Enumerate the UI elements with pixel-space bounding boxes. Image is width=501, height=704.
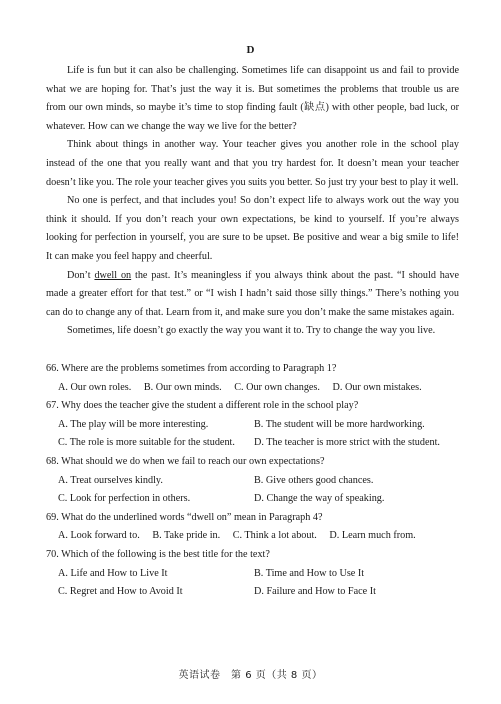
option-d[interactable]: D. Learn much from. [329, 530, 416, 542]
option-c[interactable]: C. The role is more suitable for the student. [58, 437, 235, 449]
option-c[interactable]: C. Regret and How to Avoid It [58, 586, 183, 598]
option-row [46, 527, 466, 546]
question-list [46, 360, 466, 602]
question-70 [46, 546, 466, 602]
option-b[interactable]: B. Give others good chances. [254, 474, 374, 486]
option-d[interactable]: D. Our own mistakes. [332, 381, 422, 393]
question-68 [46, 453, 466, 509]
option-c[interactable]: C. Think a lot about. [232, 530, 317, 542]
underlined-phrase: dwell on [94, 269, 132, 281]
page-footer: 英语试卷 第 6 页（共 8 页） [178, 670, 323, 681]
paragraph-2: Think about things in another way. Your teacher gives you another role in the school play instead of the one that you really want and that you try hardest for. It doesn’t mean your teacher doesn’t like you. The role your teacher gives you suits you better. So just try your best to play it well. [46, 139, 459, 188]
option-b[interactable]: B. Time and How to Use It [254, 567, 365, 579]
question-66 [46, 360, 466, 397]
question-67 [46, 397, 466, 453]
question-69 [46, 509, 466, 546]
option-grid [46, 416, 466, 453]
paragraph-5: Sometimes, life doesn’t go exactly the way you want it to. Try to change the way you live. [67, 325, 436, 337]
option-d[interactable]: D. Change the way of speaking. [254, 493, 385, 505]
section-heading: D [246, 44, 255, 56]
question-stem: 68. What should we do when we fail to reach our own expectations? [46, 455, 325, 467]
question-stem: 70. Which of the following is the best title for the text? [46, 548, 270, 560]
option-b[interactable]: B. Take pride in. [152, 530, 221, 542]
paragraph-4-start: Don’t [67, 269, 95, 281]
option-grid [46, 565, 466, 602]
option-b[interactable]: B. Our own minds. [143, 381, 222, 393]
paragraph-4-rest: the past. It’s meaningless if you always think about the past. “I should have made a greater effort for that test.” or “I wish I hadn’t said those silly things.” There’s nothing you can do to change any of that. Learn from it, and make sure you don’t make the same mistakes again. [46, 269, 459, 318]
option-row [46, 379, 466, 398]
option-a[interactable]: A. The play will be more interesting. [58, 418, 209, 430]
paragraph-3: No one is perfect, and that includes you! So don’t expect life to always work out the way you think it should. If you don’t reach your own expectations, be kind to yourself. If you’re always looking for perfection in yourself, you are sure to be upset. Be positive and wear a big smile to life! It can make you feel happy and cheerful. [46, 195, 459, 262]
reading-passage [46, 62, 459, 341]
option-a[interactable]: A. Our own roles. [58, 381, 132, 393]
question-stem: 69. What do the underlined words “dwell on” mean in Paragraph 4? [46, 511, 323, 523]
question-stem: 66. Where are the problems sometimes from according to Paragraph 1? [46, 363, 337, 374]
question-stem: 67. Why does the teacher give the student a different role in the school play? [46, 400, 359, 412]
paragraph-1: Life is fun but it can also be challenging. Sometimes life can disappoint us and fail to provide what we are hoping for. That’s just the way it is. But sometimes the problems that trouble us are from our own minds, so maybe it’s time to stop finding fault (缺点) with other people, bad luck, or whatever. How can we change the way we live for the better? [46, 65, 459, 132]
option-b[interactable]: B. The student will be more hardworking. [254, 418, 425, 430]
option-d[interactable]: D. Failure and How to Face It [254, 586, 376, 598]
option-a[interactable]: A. Treat ourselves kindly. [58, 474, 163, 486]
option-grid [46, 472, 466, 509]
option-a[interactable]: A. Life and How to Live It [58, 567, 168, 579]
option-a[interactable]: A. Look forward to. [58, 530, 140, 542]
option-d[interactable]: D. The teacher is more strict with the student. [254, 437, 440, 449]
paragraph-4 [46, 267, 459, 323]
option-c[interactable]: C. Look for perfection in others. [58, 493, 191, 505]
option-c[interactable]: C. Our own changes. [234, 381, 320, 393]
